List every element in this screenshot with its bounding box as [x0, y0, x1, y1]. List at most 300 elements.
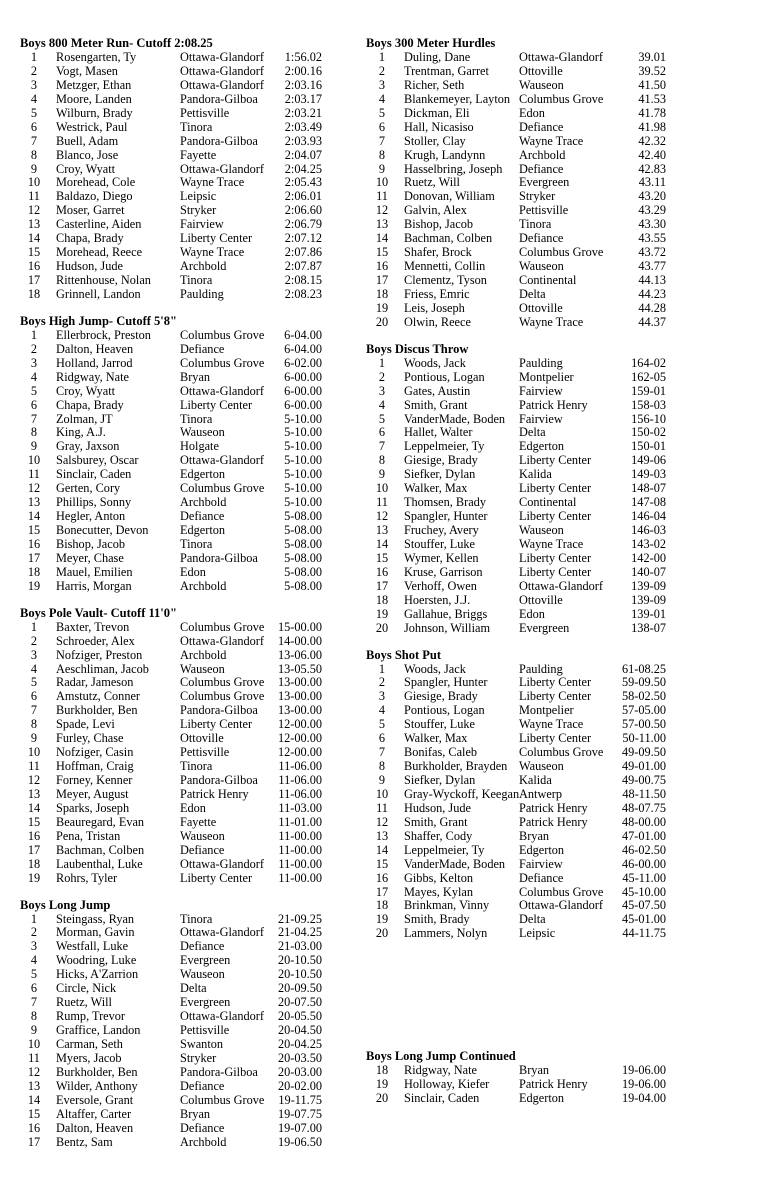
- athlete-name: Baxter, Trevon: [56, 620, 130, 634]
- place: 7: [378, 440, 386, 454]
- place: 6: [30, 690, 38, 704]
- athlete-name: Ridgway, Nate: [56, 370, 129, 384]
- result-row: [366, 913, 666, 927]
- school: Ottoville: [519, 593, 563, 607]
- mark: 1:56.02: [284, 51, 322, 64]
- athlete-name: Graffice, Landon: [56, 1024, 141, 1037]
- place: 14: [375, 232, 389, 246]
- athlete-name: Hoersten, J.J.: [404, 593, 471, 607]
- mark: 13-00.00: [277, 704, 322, 718]
- school: Holgate: [180, 440, 219, 454]
- school: Ottawa-Glandorf: [180, 857, 264, 871]
- place: 9: [378, 774, 386, 787]
- school: Pettisville: [180, 106, 230, 120]
- athlete-name: Westfall, Luke: [56, 940, 129, 954]
- result-row: [366, 135, 666, 149]
- athlete-name: Stouffer, Luke: [404, 537, 475, 551]
- mark: 149-03: [631, 468, 666, 482]
- place: 13: [375, 218, 389, 232]
- athlete-name: Spangler, Hunter: [404, 510, 488, 524]
- result-row: [20, 135, 350, 149]
- result-row: [366, 218, 666, 232]
- result-row: [366, 274, 666, 288]
- athlete-name: Westrick, Paul: [56, 120, 128, 134]
- result-row: [366, 93, 666, 107]
- place: 6: [30, 120, 38, 134]
- place: 9: [30, 440, 38, 454]
- result-row: [20, 426, 350, 440]
- athlete-name: Smith, Grant: [404, 398, 468, 412]
- mark: 19-11.75: [278, 1093, 322, 1107]
- school: Liberty Center: [180, 718, 253, 732]
- school: Archbold: [180, 260, 227, 274]
- place: 9: [30, 1024, 38, 1037]
- result-row: [366, 552, 666, 566]
- school: Montpelier: [519, 704, 574, 718]
- athlete-name: Thomsen, Brady: [404, 496, 486, 510]
- athlete-name: Meyer, August: [56, 787, 129, 801]
- place: 16: [375, 871, 389, 885]
- athlete-name: Wilburn, Brady: [56, 106, 133, 120]
- mark: 43.72: [638, 246, 666, 260]
- athlete-name: Woods, Jack: [404, 356, 466, 370]
- mark: 146-03: [631, 524, 666, 537]
- school: Fairview: [519, 384, 563, 398]
- athlete-name: Salsburey, Oscar: [56, 454, 139, 468]
- place: 2: [378, 64, 386, 78]
- place: 12: [375, 815, 389, 829]
- result-row: [366, 858, 666, 872]
- school: Liberty Center: [519, 454, 592, 468]
- school: Pandora-Gilboa: [180, 551, 258, 565]
- place: 2: [30, 634, 38, 648]
- athlete-name: VanderMade, Boden: [404, 857, 506, 871]
- school: Archbold: [519, 148, 566, 162]
- place: 8: [30, 426, 38, 440]
- mark: 5-10.00: [284, 496, 322, 510]
- result-row: [20, 690, 350, 704]
- athlete-name: Carman, Seth: [56, 1037, 123, 1051]
- school: Wayne Trace: [519, 134, 584, 148]
- athlete-name: Burkholder, Ben: [56, 1065, 138, 1079]
- athlete-name: Hudson, Jude: [56, 260, 123, 274]
- school: Wayne Trace: [519, 537, 584, 551]
- school: Patrick Henry: [519, 398, 588, 412]
- mark: 45-01.00: [621, 913, 666, 927]
- result-row: [20, 1038, 350, 1052]
- athlete-name: Bentz, Sam: [56, 1135, 113, 1149]
- school: Bryan: [519, 1064, 550, 1078]
- result-row: [20, 176, 350, 190]
- mark: 43.11: [638, 176, 666, 190]
- school: Delta: [519, 426, 546, 440]
- result-row: [20, 704, 350, 718]
- athlete-name: Sparks, Joseph: [56, 801, 130, 815]
- result-row: [20, 93, 350, 107]
- result-row: [20, 440, 350, 454]
- mark: 21-03.00: [277, 940, 322, 954]
- result-row: [366, 566, 666, 580]
- place: 6: [378, 120, 386, 134]
- place: 14: [27, 1093, 41, 1107]
- mark: 150-02: [631, 426, 666, 440]
- athlete-name: Bishop, Jacob: [56, 537, 125, 551]
- school: Montpelier: [519, 370, 574, 384]
- place: 19: [375, 301, 389, 315]
- result-row: [366, 746, 666, 760]
- mark: 2:06.01: [284, 190, 322, 204]
- athlete-name: Zolman, JT: [56, 412, 113, 426]
- athlete-name: Dickman, Eli: [404, 106, 470, 120]
- result-row: [366, 927, 666, 941]
- school: Defiance: [519, 871, 564, 885]
- school: Fayette: [180, 148, 217, 162]
- mark: 44.28: [638, 301, 666, 315]
- place: 20: [375, 621, 389, 635]
- result-row: [20, 260, 350, 274]
- mark: 5-10.00: [284, 412, 322, 426]
- school: Ottawa-Glandorf: [180, 78, 264, 92]
- mark: 2:06.60: [284, 204, 322, 218]
- place: 19: [375, 913, 389, 927]
- athlete-name: Leis, Joseph: [404, 301, 465, 315]
- mark: 150-01: [631, 440, 666, 454]
- school: Edgerton: [519, 1092, 565, 1106]
- athlete-name: Rump, Trevor: [56, 1010, 126, 1024]
- result-row: [366, 886, 666, 900]
- mark: 11-06.00: [278, 787, 322, 801]
- right-column: [366, 36, 666, 1118]
- mark: 140-07: [631, 565, 666, 579]
- result-row: [366, 426, 666, 440]
- school: Wauseon: [180, 662, 225, 676]
- athlete-name: Friess, Emric: [404, 287, 470, 301]
- place: 16: [27, 1121, 41, 1135]
- result-row: [366, 538, 666, 552]
- result-row: [366, 288, 666, 302]
- athlete-name: Shafer, Brock: [404, 246, 472, 260]
- school: Pettisville: [180, 1024, 230, 1037]
- mark: 43.77: [638, 260, 666, 274]
- place: 16: [27, 829, 41, 843]
- place: 8: [30, 718, 38, 732]
- school: Wauseon: [519, 760, 564, 774]
- result-row: [20, 940, 350, 954]
- place: 7: [30, 704, 38, 718]
- school: Columbus Grove: [519, 746, 604, 760]
- school: Archbold: [180, 648, 227, 662]
- mark: 2:06.79: [284, 218, 322, 232]
- event-title: Boys Long Jump: [20, 897, 111, 912]
- mark: 43.20: [638, 190, 666, 204]
- result-row: [366, 260, 666, 274]
- mark: 11-06.00: [278, 760, 322, 774]
- athlete-name: Lammers, Nolyn: [404, 927, 488, 941]
- result-row: [366, 760, 666, 774]
- place: 17: [27, 551, 41, 565]
- place: 12: [27, 482, 41, 496]
- result-row: [20, 329, 350, 343]
- athlete-name: Galvin, Alex: [404, 204, 467, 218]
- athlete-name: Woodring, Luke: [56, 954, 137, 968]
- place: 18: [27, 287, 41, 301]
- school: Tinora: [180, 412, 213, 426]
- mark: 20-05.50: [277, 1010, 322, 1024]
- place: 12: [27, 1065, 41, 1079]
- mark: 164-02: [631, 356, 666, 370]
- result-row: [20, 649, 350, 663]
- result-row: [366, 246, 666, 260]
- school: Columbus Grove: [180, 328, 265, 342]
- school: Defiance: [180, 510, 225, 524]
- athlete-name: Grinnell, Landon: [56, 287, 141, 301]
- mark: 2:07.87: [284, 260, 322, 274]
- mark: 47-01.00: [621, 829, 666, 843]
- athlete-name: Walker, Max: [404, 732, 468, 746]
- mark: 21-04.25: [277, 926, 322, 940]
- mark: 5-08.00: [284, 579, 322, 593]
- school: Columbus Grove: [180, 1093, 265, 1107]
- place: 17: [27, 843, 41, 857]
- place: 11: [28, 468, 40, 482]
- place: 12: [375, 204, 389, 218]
- place: 5: [30, 676, 38, 690]
- result-row: [20, 718, 350, 732]
- athlete-name: Mennetti, Collin: [404, 260, 486, 274]
- school: Ottawa-Glandorf: [519, 579, 603, 593]
- school: Evergreen: [180, 954, 231, 968]
- result-row: [20, 802, 350, 816]
- mark: 149-06: [631, 454, 666, 468]
- result-row: [20, 121, 350, 135]
- school: Edon: [519, 607, 545, 621]
- athlete-name: Walker, Max: [404, 482, 468, 496]
- school: Ottawa-Glandorf: [180, 1010, 264, 1024]
- place: 4: [378, 92, 386, 106]
- mark: 44.13: [638, 274, 666, 287]
- place: 15: [27, 524, 41, 537]
- result-row: [366, 872, 666, 886]
- school: Pandora-Gilboa: [180, 1065, 258, 1079]
- athlete-name: Johnson, William: [404, 621, 491, 635]
- place: 9: [30, 732, 38, 746]
- school: Ottawa-Glandorf: [180, 454, 264, 468]
- result-row: [20, 371, 350, 385]
- mark: 15-00.00: [277, 620, 322, 634]
- athlete-name: Furley, Chase: [56, 732, 124, 746]
- school: Defiance: [180, 1079, 225, 1093]
- mark: 50-11.00: [622, 732, 666, 746]
- athlete-name: King, A.J.: [56, 426, 106, 440]
- athlete-name: Bonecutter, Devon: [56, 524, 149, 537]
- school: Edgerton: [180, 524, 226, 537]
- athlete-name: Rosengarten, Ty: [56, 51, 137, 64]
- athlete-name: Hall, Nicasiso: [404, 120, 474, 134]
- result-row: [20, 343, 350, 357]
- place: 3: [30, 648, 38, 662]
- result-row: [366, 468, 666, 482]
- result-row: [20, 524, 350, 538]
- mark: 2:07.12: [284, 232, 322, 246]
- mark: 11-00.00: [278, 843, 322, 857]
- athlete-name: Beauregard, Evan: [56, 815, 145, 829]
- school: Wauseon: [519, 260, 564, 274]
- athlete-name: Verhoff, Owen: [404, 579, 477, 593]
- mark: 11-00.00: [278, 829, 322, 843]
- school: Tinora: [180, 760, 213, 774]
- place: 2: [378, 370, 386, 384]
- school: Liberty Center: [519, 732, 592, 746]
- athlete-name: Hudson, Jude: [404, 801, 471, 815]
- mark: 19-06.00: [621, 1078, 666, 1092]
- place: 8: [30, 148, 38, 162]
- place: 17: [375, 885, 389, 899]
- school: Ottawa-Glandorf: [519, 899, 603, 913]
- result-row: [20, 872, 350, 886]
- place: 18: [375, 1064, 389, 1078]
- result-row: [20, 760, 350, 774]
- athlete-name: Burkholder, Brayden: [404, 760, 508, 774]
- place: 19: [27, 579, 41, 593]
- school: Ottawa-Glandorf: [180, 926, 264, 940]
- athlete-name: Duling, Dane: [404, 51, 471, 64]
- place: 10: [27, 454, 41, 468]
- place: 1: [30, 620, 38, 634]
- athlete-name: Nofziger, Casin: [56, 746, 134, 760]
- mark: 42.40: [638, 148, 666, 162]
- result-row: [20, 51, 350, 65]
- mark: 6-04.00: [284, 342, 322, 356]
- school: Patrick Henry: [519, 1078, 588, 1092]
- place: 14: [27, 510, 41, 524]
- result-row: [366, 802, 666, 816]
- school: Swanton: [180, 1037, 224, 1051]
- school: Tinora: [180, 274, 213, 287]
- result-row: [20, 788, 350, 802]
- mark: 2:03.93: [284, 134, 322, 148]
- result-row: [366, 718, 666, 732]
- left-column: [20, 36, 350, 1161]
- place: 10: [27, 1037, 41, 1051]
- mark: 20-03.00: [277, 1065, 322, 1079]
- place: 12: [375, 510, 389, 524]
- place: 6: [378, 732, 386, 746]
- result-row: [20, 79, 350, 93]
- mark: 13-06.00: [277, 648, 322, 662]
- school: Ottawa-Glandorf: [180, 634, 264, 648]
- athlete-name: Aeschliman, Jacob: [56, 662, 149, 676]
- school: Paulding: [180, 287, 224, 301]
- result-row: [366, 440, 666, 454]
- result-row: [20, 621, 350, 635]
- place: 11: [28, 1051, 40, 1065]
- athlete-name: Donovan, William: [404, 190, 495, 204]
- mark: 5-08.00: [284, 510, 322, 524]
- result-row: [366, 413, 666, 427]
- mark: 12-00.00: [277, 732, 322, 746]
- mark: 57-05.00: [621, 704, 666, 718]
- place: 10: [375, 482, 389, 496]
- place: 15: [375, 246, 389, 260]
- place: 18: [375, 899, 389, 913]
- athlete-name: Circle, Nick: [56, 982, 117, 996]
- place: 17: [27, 1135, 41, 1149]
- athlete-name: Stoller, Clay: [404, 134, 466, 148]
- school: Ottawa-Glandorf: [180, 162, 264, 176]
- place: 15: [27, 815, 41, 829]
- athlete-name: Chapa, Brady: [56, 232, 124, 246]
- school: Delta: [180, 982, 207, 996]
- event-title: Boys Long Jump Continued: [366, 1049, 516, 1064]
- result-row: [20, 746, 350, 760]
- mark: 20-10.50: [277, 968, 322, 982]
- school: Tinora: [180, 537, 213, 551]
- place: 8: [378, 148, 386, 162]
- mark: 19-06.50: [277, 1135, 322, 1149]
- place: 1: [378, 662, 386, 676]
- result-row: [366, 899, 666, 913]
- school: Ottawa-Glandorf: [180, 384, 264, 398]
- mark: 48-00.00: [621, 815, 666, 829]
- athlete-name: Myers, Jacob: [56, 1051, 122, 1065]
- athlete-name: Gibbs, Kelton: [404, 871, 473, 885]
- school: Antwerp: [519, 787, 563, 801]
- event-section-boys-shot-put: [366, 648, 666, 942]
- result-row: [20, 65, 350, 79]
- mark: 6-00.00: [284, 370, 322, 384]
- mark: 44.37: [638, 315, 666, 329]
- place: 15: [375, 551, 389, 565]
- athlete-name: Meyer, Chase: [56, 551, 124, 565]
- result-row: [20, 413, 350, 427]
- athlete-name: Rittenhouse, Nolan: [56, 274, 151, 287]
- result-row: [366, 690, 666, 704]
- mark: 2:03.49: [284, 120, 322, 134]
- school: Delta: [519, 913, 546, 927]
- place: 11: [376, 190, 388, 204]
- school: Ottawa-Glandorf: [180, 51, 264, 64]
- school: Defiance: [180, 843, 225, 857]
- result-row: [20, 816, 350, 830]
- place: 3: [30, 940, 38, 954]
- place: 2: [30, 926, 38, 940]
- school: Fairview: [519, 857, 563, 871]
- result-row: [20, 830, 350, 844]
- mark: 5-10.00: [284, 440, 322, 454]
- place: 3: [30, 356, 38, 370]
- result-row: [366, 844, 666, 858]
- place: 7: [378, 134, 386, 148]
- place: 11: [376, 801, 388, 815]
- athlete-name: Giesige, Brady: [404, 454, 478, 468]
- result-row: [366, 704, 666, 718]
- result-row: [366, 524, 666, 538]
- place: 11: [28, 760, 40, 774]
- place: 13: [27, 1079, 41, 1093]
- school: Wayne Trace: [519, 315, 584, 329]
- result-row: [366, 204, 666, 218]
- place: 18: [375, 287, 389, 301]
- school: Pandora-Gilboa: [180, 134, 258, 148]
- athlete-name: Richer, Seth: [404, 78, 465, 92]
- place: 19: [27, 871, 41, 885]
- athlete-name: Spangler, Hunter: [404, 676, 488, 690]
- place: 12: [27, 774, 41, 787]
- mark: 41.98: [638, 120, 666, 134]
- athlete-name: Laubenthal, Luke: [56, 857, 143, 871]
- result-row: [366, 79, 666, 93]
- school: Defiance: [180, 342, 225, 356]
